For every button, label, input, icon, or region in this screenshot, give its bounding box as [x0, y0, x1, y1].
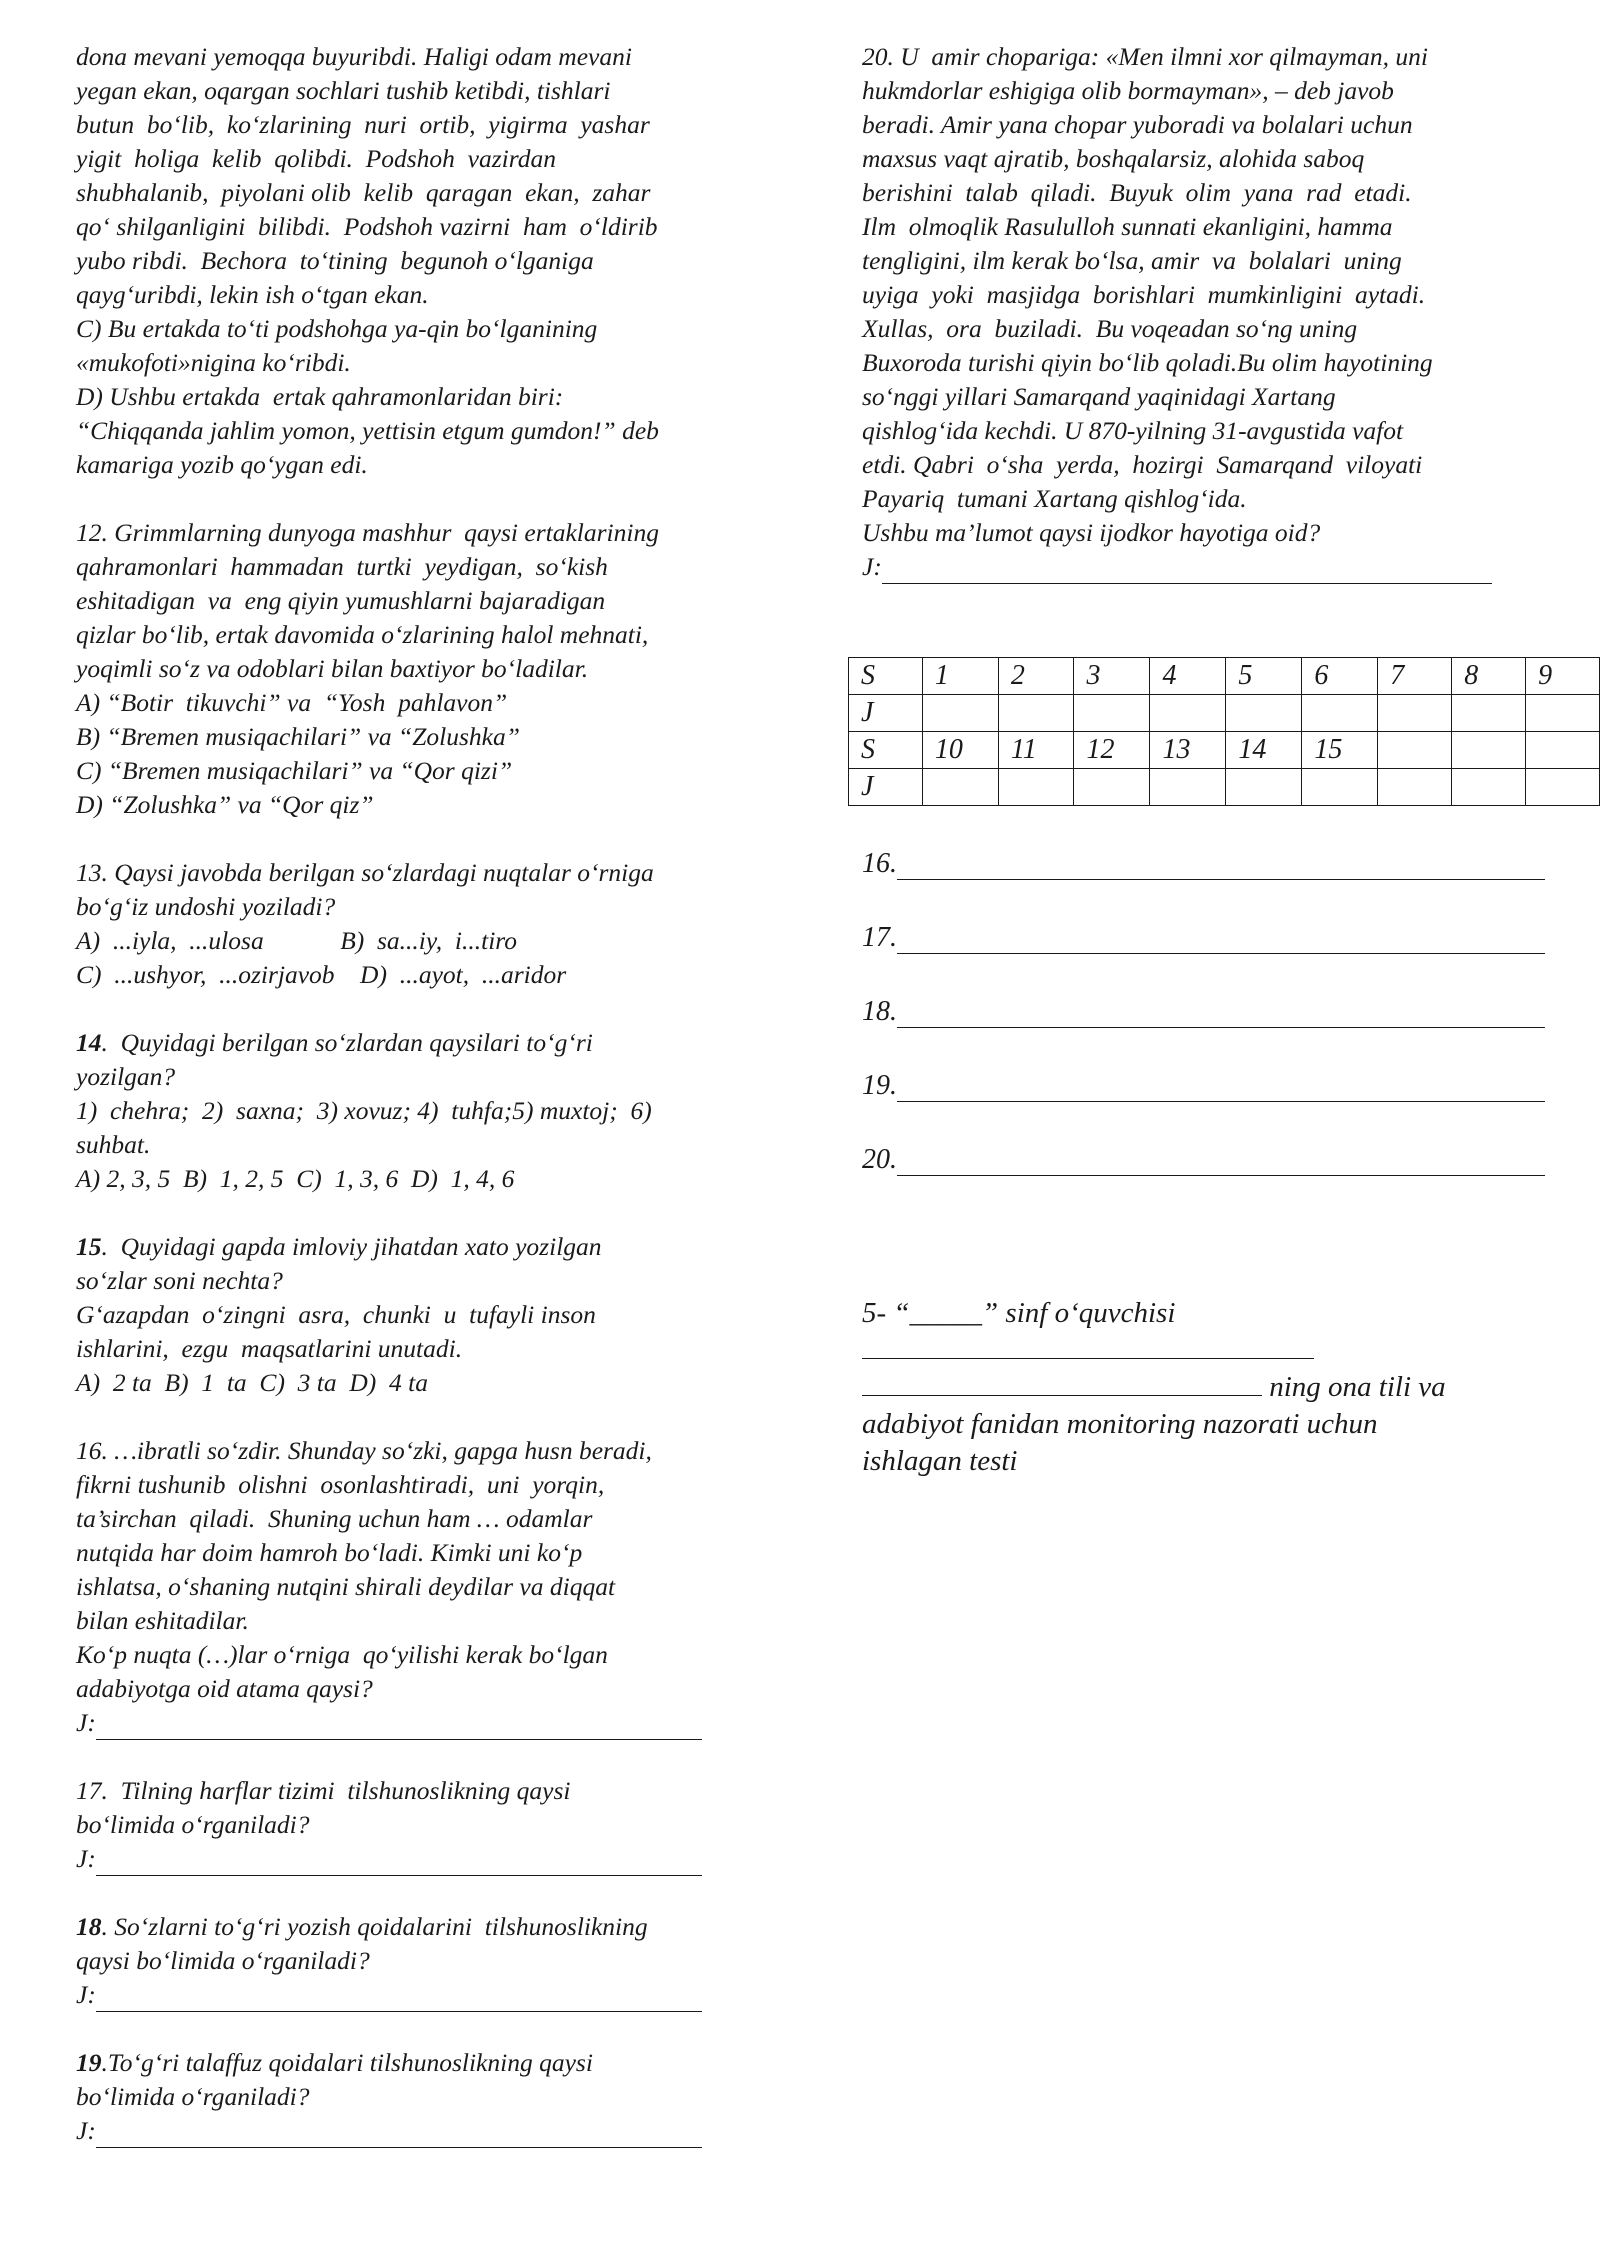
- grid-answer-cell[interactable]: [1452, 695, 1526, 732]
- answer-line-number: 20.: [862, 1144, 897, 1175]
- text-line: berishini talab qiladi. Buyuk olim yana rad etadi.: [862, 178, 1412, 207]
- text-line: bilan eshitadilar.: [76, 1606, 249, 1635]
- text-line: 20. U amir chopariga: «Men ilmni xor qilmayman, uni: [862, 42, 1428, 71]
- answer-blank[interactable]: [882, 557, 1492, 584]
- text-line: so‘zlar soni nechta?: [76, 1266, 283, 1295]
- grid-answer-cell[interactable]: [922, 695, 998, 732]
- grid-answer-cell[interactable]: [1526, 769, 1600, 806]
- text-line: etdi. Qabri o‘sha yerda, hozirgi Samarqand viloyati: [862, 450, 1423, 479]
- text-line: «mukofoti»nigina ko‘ribdi.: [76, 348, 351, 377]
- grid-answer-cell[interactable]: [1378, 769, 1452, 806]
- grid-row-label: S: [849, 658, 923, 695]
- text-line: B) “Bremen musiqachilari” va “Zolushka”: [76, 722, 520, 751]
- grid-question-number: 1: [922, 658, 998, 695]
- answer-label: J:: [76, 1844, 96, 1873]
- question-heading: [76, 1026, 766, 1060]
- text-line: Ilm olmoqlik Rasululloh sunnati ekanligini, hamma: [862, 212, 1393, 241]
- grid-question-number: [1526, 732, 1600, 769]
- name-suffix: ning ona tili va: [1262, 1371, 1446, 1403]
- grade-prefix: 5- “: [862, 1297, 910, 1329]
- text-line: dona mevani yemoqqa buyuribdi. Haligi odam mevani: [76, 42, 632, 71]
- question-number: 19: [76, 2048, 102, 2077]
- grid-row: [849, 658, 1600, 695]
- grade-blank[interactable]: _____: [909, 1297, 983, 1329]
- text-line: Ko‘p nuqta (…)lar o‘rniga qo‘yilishi kerak bo‘lgan: [76, 1640, 608, 1669]
- grade-line: [862, 1295, 1512, 1332]
- text-line: A) 2, 3, 5 B) 1, 2, 5 C) 1, 3, 6 D) 1, 4, 6: [76, 1164, 515, 1193]
- text-line: 13. Qaysi javobda berilgan so‘zlardagi nuqtalar o‘rniga: [76, 858, 654, 887]
- answer-blank[interactable]: [897, 853, 1545, 880]
- answer-field[interactable]: [76, 2114, 766, 2148]
- name-line-1[interactable]: [862, 1332, 1512, 1369]
- answer-blank[interactable]: [897, 927, 1545, 954]
- text-line: A) 2 ta B) 1 ta C) 3 ta D) 4 ta: [76, 1368, 429, 1397]
- text-line: G‘azapdan o‘zingni asra, chunki u tufayli inson: [76, 1300, 596, 1329]
- grid-question-number: 8: [1452, 658, 1526, 695]
- text-line: bo‘limida o‘rganiladi?: [76, 1810, 310, 1839]
- spacer: [76, 822, 766, 856]
- text-line: yegan ekan, oqargan sochlari tushib ketibdi, tishlari: [76, 76, 611, 105]
- text-line: 1) chehra; 2) saxna; 3) xovuz; 4) tuhfa;5) muxtoj; 6): [76, 1096, 652, 1125]
- grid-question-number: 12: [1074, 732, 1150, 769]
- text-line: 12. Grimmlarning dunyoga mashhur qaysi ertaklarining: [76, 518, 659, 547]
- answer-field[interactable]: [76, 1706, 766, 1740]
- text-line: qayg‘uribdi, lekin ish o‘tgan ekan.: [76, 280, 429, 309]
- grid-answer-cell[interactable]: [922, 769, 998, 806]
- answer-label: J:: [76, 1708, 96, 1737]
- question-text: .To‘g‘ri talaffuz qoidalari tilshunoslikning qaysi: [101, 2048, 593, 2077]
- text-line: beradi. Amir yana chopar yuboradi va bolalari uchun: [862, 110, 1413, 139]
- grid-answer-cell[interactable]: [1226, 695, 1302, 732]
- text-line: Xullas, ora buziladi. Bu voqeadan so‘ng uning: [862, 314, 1358, 343]
- answer-label: J:: [862, 552, 882, 581]
- question-text: . Quyidagi gapda imloviy jihatdan xato yozilgan: [101, 1232, 602, 1261]
- answer-line[interactable]: [862, 848, 1545, 880]
- spacer: [76, 2012, 766, 2046]
- grid-question-number: 6: [1302, 658, 1378, 695]
- text-line: yubo ribdi. Bechora to‘tining begunoh o‘lganiga: [76, 246, 594, 275]
- text-line: butun bo‘lib, ko‘zlarining nuri ortib, yigirma yashar: [76, 110, 650, 139]
- answer-line-number: 16.: [862, 848, 897, 879]
- spacer: [76, 1400, 766, 1434]
- grid-row-label: S: [849, 732, 923, 769]
- answer-line-number: 18.: [862, 996, 897, 1027]
- text-line: C) ...ushyor, ...ozirjavob D) ...ayot, ...aridor: [76, 960, 567, 989]
- question-text: . So‘zlarni to‘g‘ri yozish qoidalarini tilshunoslikning: [101, 1912, 648, 1941]
- text-line: yozilgan?: [76, 1062, 176, 1091]
- spacer: [76, 1876, 766, 1910]
- grid-answer-cell[interactable]: [998, 695, 1074, 732]
- text-line: Payariq tumani Xartang qishlog‘ida.: [862, 484, 1247, 513]
- question-number: 14: [76, 1028, 102, 1057]
- right-column: [862, 40, 1562, 584]
- answer-grid: [848, 657, 1600, 806]
- grid-question-number: 11: [998, 732, 1074, 769]
- grid-row-label: J: [849, 695, 923, 732]
- spacer: [76, 1740, 766, 1774]
- text-line: qaysi bo‘limida o‘rganiladi?: [76, 1946, 370, 1975]
- spacer: [76, 482, 766, 516]
- question-heading: [76, 1230, 766, 1264]
- grid-row: [849, 769, 1600, 806]
- question-number: 18: [76, 1912, 102, 1941]
- question-heading: [76, 2046, 766, 2080]
- answer-line-number: 17.: [862, 922, 897, 953]
- grid-answer-cell[interactable]: [1378, 695, 1452, 732]
- text-line: Buxoroda turishi qiyin bo‘lib qoladi.Bu olim hayotining: [862, 348, 1433, 377]
- grid-answer-cell[interactable]: [998, 769, 1074, 806]
- answer-blank[interactable]: [96, 1713, 702, 1740]
- text-line: 17. Tilning harflar tizimi tilshunoslikning qaysi: [76, 1776, 571, 1805]
- grid-question-number: 9: [1526, 658, 1600, 695]
- text-line: D) Ushbu ertakda ertak qahramonlaridan biri:: [76, 382, 564, 411]
- text-line: kamariga yozib qo‘ygan edi.: [76, 450, 368, 479]
- text-line: eshitadigan va eng qiyin yumushlarni bajaradigan: [76, 586, 606, 615]
- footer-line-4: ishlagan testi: [862, 1445, 1018, 1477]
- grid-question-number: 3: [1074, 658, 1150, 695]
- text-line: qo‘ shilganligini bilibdi. Podshoh vazirni ham o‘ldirib: [76, 212, 658, 241]
- text-line: qizlar bo‘lib, ertak davomida o‘zlarining halol mehnati,: [76, 620, 649, 649]
- text-line: hukmdorlar eshigiga olib bormayman», – deb javob: [862, 76, 1394, 105]
- grid-question-number: 7: [1378, 658, 1452, 695]
- text-line: uyiga yoki masjidga borishlari mumkinligini aytadi.: [862, 280, 1426, 309]
- answer-line[interactable]: [862, 1070, 1545, 1102]
- text-line: bo‘limida o‘rganiladi?: [76, 2082, 310, 2111]
- text-line: yigit holiga kelib qolibdi. Podshoh vazirdan: [76, 144, 556, 173]
- answer-label: J:: [76, 2116, 96, 2145]
- name-blank[interactable]: [862, 1371, 1262, 1396]
- text-line: A) “Botir tikuvchi” va “Yosh pahlavon”: [76, 688, 508, 717]
- grid-answer-cell[interactable]: [1150, 695, 1226, 732]
- text-line: shubhalanib, piyolani olib kelib qaragan ekan, zahar: [76, 178, 651, 207]
- text-line: qahramonlari hammadan turtki yeydigan, so‘kish: [76, 552, 608, 581]
- text-line: ishlatsa, o‘shaning nutqini shirali deydilar va diqqat: [76, 1572, 616, 1601]
- text-line: “Chiqqanda jahlim yomon, yettisin etgum gumdon!” deb: [76, 416, 659, 445]
- answer-line[interactable]: [862, 1144, 1545, 1176]
- answer-field[interactable]: [76, 1842, 766, 1876]
- answer-blank[interactable]: [897, 1075, 1545, 1102]
- grid-row: [849, 695, 1600, 732]
- question-text: . Quyidagi berilgan so‘zlardan qaysilari to‘g‘ri: [101, 1028, 593, 1057]
- answer-line-number: 19.: [862, 1070, 897, 1101]
- text-line: maxsus vaqt ajratib, boshqalarsiz, alohida saboq: [862, 144, 1365, 173]
- text-line: nutqida har doim hamroh bo‘ladi. Kimki uni ko‘p: [76, 1538, 583, 1567]
- grid-answer-cell[interactable]: [1074, 769, 1150, 806]
- grid-question-number: 2: [998, 658, 1074, 695]
- grid-row: [849, 732, 1600, 769]
- text-line: so‘nggi yillari Samarqand yaqinidagi Xartang: [862, 382, 1336, 411]
- grade-suffix: ” sinf o‘quvchisi: [982, 1297, 1176, 1329]
- grid-question-number: 15: [1302, 732, 1378, 769]
- spacer: [76, 1196, 766, 1230]
- answer-blank[interactable]: [96, 1985, 702, 2012]
- left-column: [76, 40, 766, 2148]
- answer-line[interactable]: [862, 922, 1545, 954]
- answer-blank[interactable]: [897, 1149, 1545, 1176]
- grid-question-number: [1452, 732, 1526, 769]
- grid-answer-cell[interactable]: [1452, 769, 1526, 806]
- question-number: 15: [76, 1232, 102, 1261]
- grid-answer-cell[interactable]: [1226, 769, 1302, 806]
- grid-question-number: 13: [1150, 732, 1226, 769]
- text-line: C) Bu ertakda to‘ti podshohga ya-qin bo‘lganining: [76, 314, 598, 343]
- text-line: adabiyotga oid atama qaysi?: [76, 1674, 373, 1703]
- grid-answer-cell[interactable]: [1150, 769, 1226, 806]
- text-line: Ushbu ma’lumot qaysi ijodkor hayotiga oid?: [862, 518, 1321, 547]
- answer-field[interactable]: [76, 1978, 766, 2012]
- answer-line[interactable]: [862, 996, 1545, 1028]
- name-line-2: [862, 1369, 1512, 1406]
- grid-answer-cell[interactable]: [1302, 695, 1378, 732]
- grid-question-number: 4: [1150, 658, 1226, 695]
- text-line: fikrni tushunib olishni osonlashtiradi, uni yorqin,: [76, 1470, 605, 1499]
- grid-answer-cell[interactable]: [1526, 695, 1600, 732]
- text-line: 16. …ibratli so‘zdir. Shunday so‘zki, gapga husn beradi,: [76, 1436, 652, 1465]
- grid-question-number: 5: [1226, 658, 1302, 695]
- grid-question-number: 10: [922, 732, 998, 769]
- text-line: ishlarini, ezgu maqsatlarini unutadi.: [76, 1334, 463, 1363]
- text-line: D) “Zolushka” va “Qor qiz”: [76, 790, 374, 819]
- grid-row-label: J: [849, 769, 923, 806]
- text-line: yoqimli so‘z va odoblari bilan baxtiyor bo‘ladilar.: [76, 654, 589, 683]
- text-line: qishlog‘ida kechdi. U 870-yilning 31-avgustida vafot: [862, 416, 1404, 445]
- text-line: ta’sirchan qiladi. Shuning uchun ham … odamlar: [76, 1504, 593, 1533]
- answer-field[interactable]: [862, 550, 1562, 584]
- question-heading: [76, 1910, 766, 1944]
- student-footer: [862, 1295, 1512, 1480]
- spacer: [76, 992, 766, 1026]
- text-line: A) ...iyla, ...ulosa B) sa...iy, i...tiro: [76, 926, 518, 955]
- text-line: suhbat.: [76, 1130, 151, 1159]
- grid-question-number: 14: [1226, 732, 1302, 769]
- grid-question-number: [1378, 732, 1452, 769]
- answer-blank[interactable]: [96, 1849, 702, 1876]
- text-line: bo‘g‘iz undoshi yoziladi?: [76, 892, 336, 921]
- text-line: tengligini, ilm kerak bo‘lsa, amir va bolalari uning: [862, 246, 1402, 275]
- answer-blank[interactable]: [96, 2121, 702, 2148]
- grid-answer-cell[interactable]: [1074, 695, 1150, 732]
- answer-label: J:: [76, 1980, 96, 2009]
- footer-line-3: adabiyot fanidan monitoring nazorati uchun: [862, 1408, 1378, 1440]
- grid-answer-cell[interactable]: [1302, 769, 1378, 806]
- answer-blank[interactable]: [897, 1001, 1545, 1028]
- text-line: C) “Bremen musiqachilari” va “Qor qizi”: [76, 756, 513, 785]
